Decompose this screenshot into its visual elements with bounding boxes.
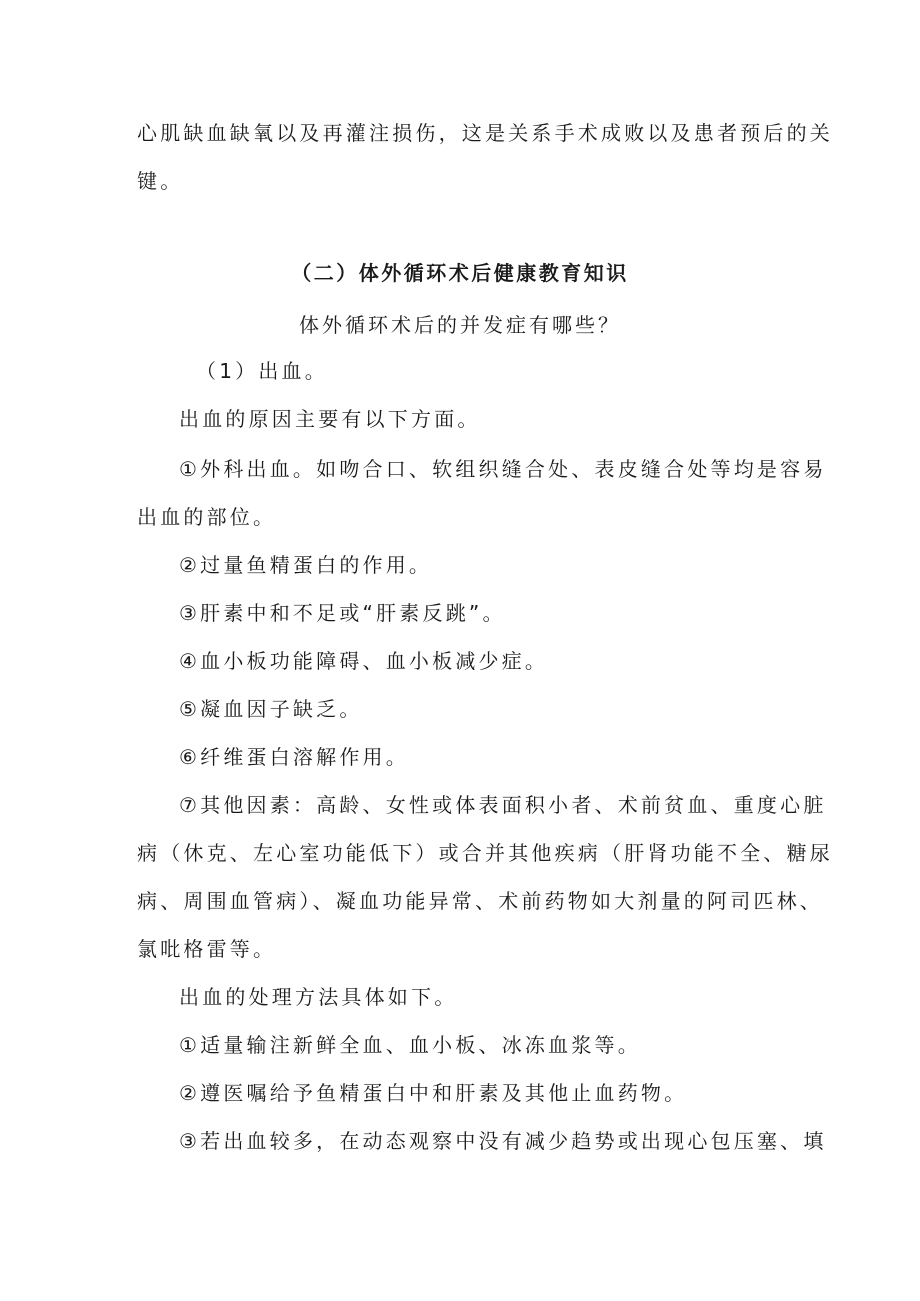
cause-7-line-2: 病（休克、左心室功能低下）或合并其他疾病（肝肾功能不全、糖尿 <box>137 841 833 865</box>
cause-6: ⑥纤维蛋白溶解作用。 <box>179 745 409 769</box>
treatment-intro: 出血的处理方法具体如下。 <box>179 985 458 1009</box>
item-heading-bleeding: （1）出血。 <box>196 359 328 383</box>
causes-intro: 出血的原因主要有以下方面。 <box>179 407 481 431</box>
intro-paragraph-line-2: 键。 <box>137 169 184 193</box>
section-question: 体外循环术后的并发症有哪些？ <box>299 313 621 337</box>
cause-7-line-1: ⑦其他因素：高龄、女性或体表面积小者、术前贫血、重度心脏 <box>179 793 827 817</box>
cause-7-line-4: 氯吡格雷等。 <box>137 937 277 961</box>
section-heading: （二）体外循环术后健康教育知识 <box>291 261 629 285</box>
cause-1-line-2: 出血的部位。 <box>137 505 277 529</box>
treatment-2: ②遵医嘱给予鱼精蛋白中和肝素及其他止血药物。 <box>179 1081 688 1105</box>
treatment-3-line-1: ③若出血较多，在动态观察中没有减少趋势或出现心包压塞、填 <box>179 1129 827 1153</box>
cause-2: ②过量鱼精蛋白的作用。 <box>179 553 433 577</box>
cause-5: ⑤凝血因子缺乏。 <box>179 697 363 721</box>
cause-3: ③肝素中和不足或“肝素反跳”。 <box>179 601 506 625</box>
treatment-1: ①适量输注新鲜全血、血小板、冰冻血浆等。 <box>179 1033 641 1057</box>
intro-paragraph-line-1: 心肌缺血缺氧以及再灌注损伤，这是关系手术成败以及患者预后的关 <box>137 121 833 145</box>
cause-7-line-3: 病、周围血管病）、凝血功能异常、术前药物如大剂量的阿司匹林、 <box>137 889 823 913</box>
cause-4: ④血小板功能障碍、血小板减少症。 <box>179 649 549 673</box>
cause-1-line-1: ①外科出血。如吻合口、软组织缝合处、表皮缝合处等均是容易 <box>179 457 827 481</box>
